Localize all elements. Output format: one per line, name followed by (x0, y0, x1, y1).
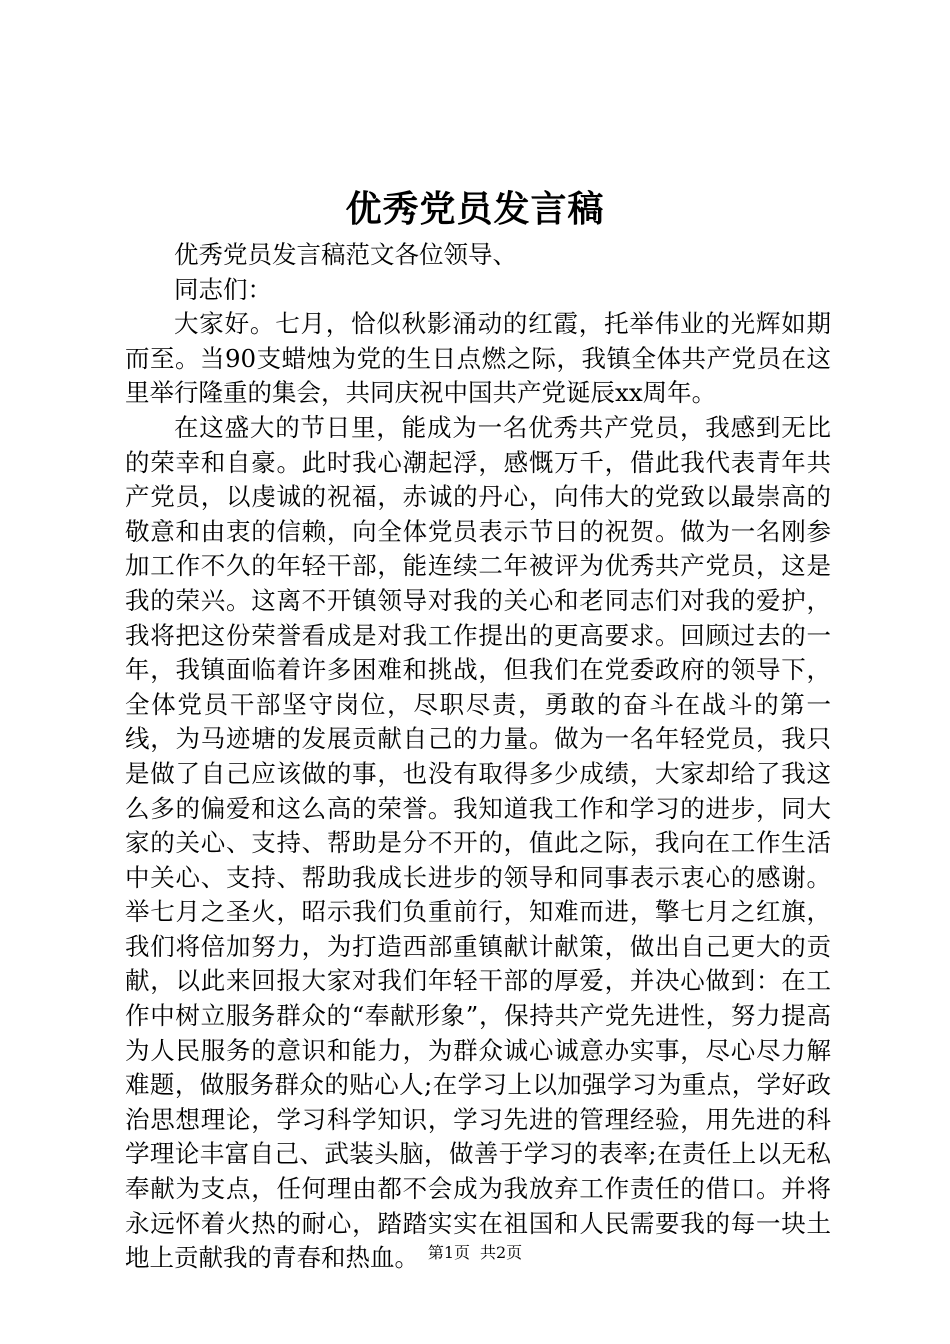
page-total: 共2页 (480, 1243, 523, 1262)
document-title: 优秀党员发言稿 (345, 188, 605, 230)
paragraph: 大家好。七月，恰似秋影涌动的红霞，托举伟业的光辉如期而至。当90支蜡烛为党的生日点燃之际，我镇全体共产党员在这里举行隆重的集会，共同庆祝中国共产党诞辰xx周年。 (125, 309, 831, 408)
paragraph: 在这盛大的节日里，能成为一名优秀共产党员，我感到无比的荣幸和自豪。此时我心潮起浮，感慨万千，借此我代表青年共产党员，以虔诚的祝福，赤诚的丹心，向伟大的党致以最崇高的敬意和由衷的信赖，向全体党员表示节日的祝贺。做为一名刚参加工作不久的年轻干部，能连续二年被评为优秀共产党员，这是我的荣兴。这离不开镇领导对我的关心和老同志们对我的爱护，我将把这份荣誉看成是对我工作提出的更高要求。回顾过去的一年，我镇面临着许多困难和挑战，但我们在党委政府的领导下，全体党员干部坚守岗位，尽职尽责，勇敢的奋斗在战斗的第一线，为马迹塘的发展贡献自己的力量。做为一名年轻党员，我只是做了自己应该做的事，也没有取得多少成绩，大家却给了我这么多的偏爱和这么高的荣誉。我知道我工作和学习的进步，同大家的关心、支持、帮助是分不开的，值此之际，我向在工作生活中关心、支持、帮助我成长进步的领导和同事表示衷心的感谢。举七月之圣火，昭示我们负重前行，知难而进，擎七月之红旗，我们将倍加努力，为打造西部重镇献计献策，做出自己更大的贡献，以此来回报大家对我们年轻干部的厚爱，并决心做到：在工作中树立服务群众的“奉献形象”，保持共产党先进性，努力提高为人民服务的意识和能力，为群众诚心诚意办实事，尽心尽力解难题，做服务群众的贴心人;在学习上以加强学习为重点，学好政治思想理论，学习科学知识，学习先进的管理经验，用先进的科学理论丰富自己、武装头脑，做善于学习的表率;在责任上以无私奉献为支点，任何理由都不会成为我放弃工作责任的借口。并将永远怀着火热的耐心，踏踏实实在祖国和人民需要我的每一块土地上贡献我的青春和热血。 (125, 412, 831, 1273)
document-body (125, 238, 831, 1276)
page-footer (0, 1242, 950, 1264)
paragraph: 优秀党员发言稿范文各位领导、 (174, 240, 517, 269)
page-number: 第1页 (427, 1243, 470, 1262)
paragraph: 同志们： (174, 274, 272, 304)
